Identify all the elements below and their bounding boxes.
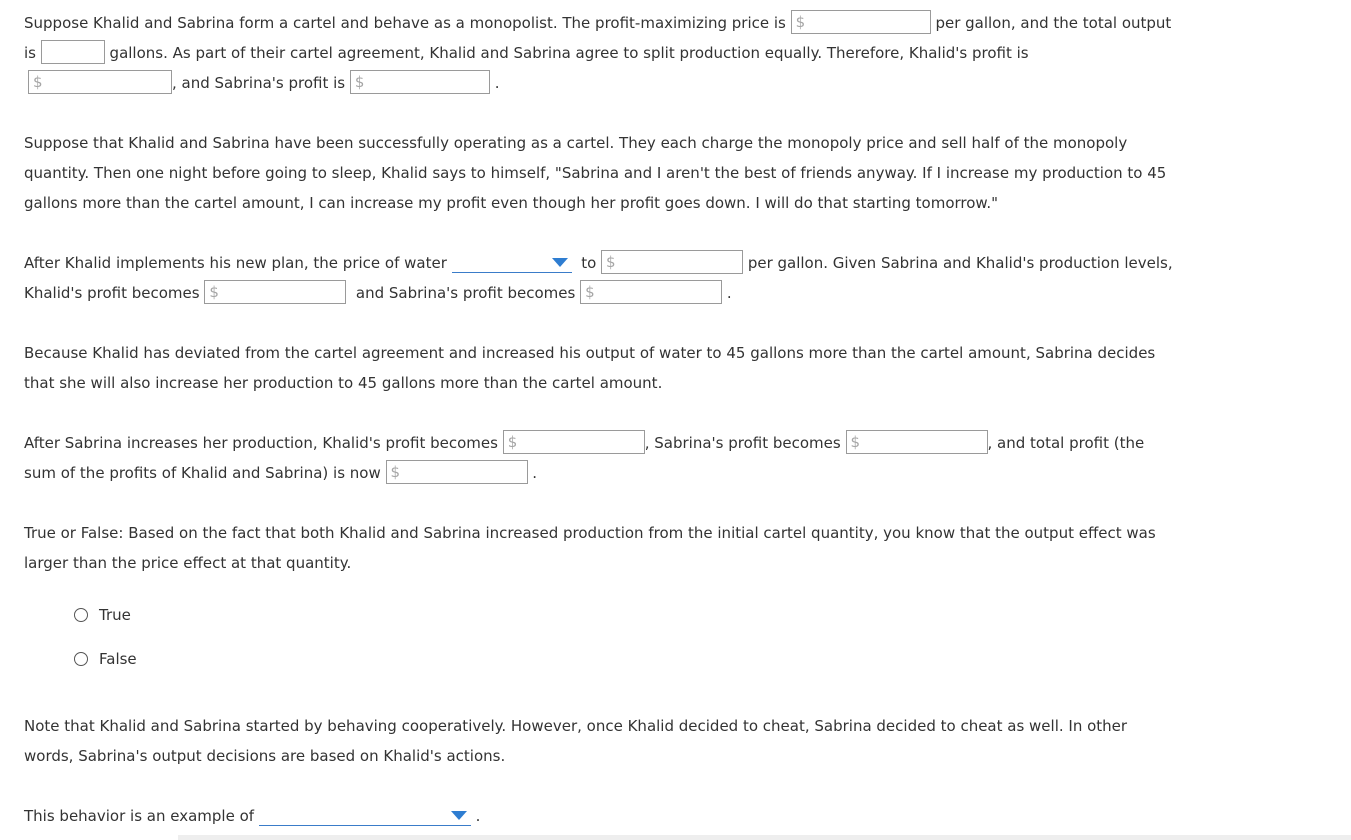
text: Suppose Khalid and Sabrina form a cartel and behave as a monopolist. The profit-maximizing price is xyxy=(24,14,786,32)
sabrina-profit-both-field[interactable] xyxy=(863,432,981,452)
new-price-field[interactable] xyxy=(618,252,736,272)
radio-label-false: False xyxy=(99,650,137,668)
currency-symbol: $ xyxy=(33,73,43,91)
dropdown-arrow-icon xyxy=(552,258,568,267)
text: This behavior is an example of xyxy=(24,807,255,825)
monopoly-price-field[interactable] xyxy=(808,12,924,32)
text: . xyxy=(726,284,732,302)
question-paragraph-3 xyxy=(24,428,1174,488)
text: and Sabrina's profit becomes xyxy=(355,284,576,302)
monopoly-price-input[interactable] xyxy=(791,10,931,34)
radio-button-icon[interactable] xyxy=(74,608,88,622)
radio-label-true: True xyxy=(99,606,131,624)
currency-symbol: $ xyxy=(795,13,806,31)
khalid-profit-both-input[interactable] xyxy=(503,430,645,454)
text: . xyxy=(475,807,481,825)
question-paragraph-4 xyxy=(24,801,1174,831)
text: , and Sabrina's profit is xyxy=(172,74,346,92)
note-paragraph: Note that Khalid and Sabrina started by behaving cooperatively. However, once Khalid decided to cheat, Sabrina decided to cheat as well. In other words, Sabrina's output decisions are based on Khalid's actions. xyxy=(24,717,1128,765)
behavior-type-dropdown[interactable] xyxy=(259,803,471,826)
currency-symbol: $ xyxy=(507,433,518,451)
sabrina-profit-cartel-input[interactable] xyxy=(350,70,490,94)
currency-symbol: $ xyxy=(850,433,861,451)
text: to xyxy=(581,254,597,272)
text: After Sabrina increases her production, Khalid's profit becomes xyxy=(24,434,498,452)
text: per gallon. Given Sabrina and Khalid's production levels, Khalid's profit becomes xyxy=(24,254,1173,302)
radio-option-false[interactable] xyxy=(74,648,137,670)
text: , and total profit (the sum of the profits of Khalid and Sabrina) is now xyxy=(24,434,1145,482)
khalid-profit-both-field[interactable] xyxy=(520,432,638,452)
sabrina-profit-both-input[interactable] xyxy=(846,430,988,454)
khalid-profit-cartel-field[interactable] xyxy=(45,72,165,92)
true-false-question: True or False: Based on the fact that both Khalid and Sabrina increased production from the initial cartel quantity, you know that the output effect was larger than the price effect at that quantity. xyxy=(24,524,1156,572)
currency-symbol: $ xyxy=(209,283,219,301)
currency-symbol: $ xyxy=(606,253,616,271)
currency-symbol: $ xyxy=(585,283,595,301)
text: . xyxy=(494,74,500,92)
dropdown-arrow-icon xyxy=(451,811,467,820)
radio-button-icon[interactable] xyxy=(74,652,88,666)
deviation-paragraph: Because Khalid has deviated from the cartel agreement and increased his output of water to 45 gallons more than the cartel amount, Sabrina decides that she will also increase her production to 45 gallons more than the cartel amount. xyxy=(24,344,1156,392)
sabrina-profit-deviate-field[interactable] xyxy=(597,282,715,302)
text: per gallon, and the total output is xyxy=(24,14,1172,62)
total-output-field[interactable] xyxy=(45,42,101,62)
radio-option-true[interactable] xyxy=(74,604,131,626)
currency-symbol: $ xyxy=(390,463,401,481)
text: gallons. As part of their cartel agreement, Khalid and Sabrina agree to split production equally. Therefore, Khalid's profit is xyxy=(109,44,1029,62)
sabrina-profit-cartel-field[interactable] xyxy=(367,72,483,92)
khalid-profit-cartel-input[interactable] xyxy=(28,70,172,94)
scrollbar-thumb[interactable] xyxy=(0,835,178,840)
total-profit-both-field[interactable] xyxy=(403,462,521,482)
text: After Khalid implements his new plan, the price of water xyxy=(24,254,447,272)
currency-symbol: $ xyxy=(354,73,365,91)
horizontal-scrollbar[interactable] xyxy=(0,835,1351,840)
text: , Sabrina's profit becomes xyxy=(644,434,841,452)
question-paragraph-1 xyxy=(24,8,1174,98)
new-price-input[interactable] xyxy=(601,250,743,274)
text: . xyxy=(532,464,538,482)
scenario-paragraph: Suppose that Khalid and Sabrina have been successfully operating as a cartel. They each charge the monopoly price and sell half of the monopoly quantity. Then one night before going to sleep, Khalid says to himself, "Sabrina and I aren't the best of friends anyway. If I increase my production to 45 gallons more than the cartel amount, I can increase my profit even though her profit goes down. I will do that starting tomorrow." xyxy=(24,134,1167,212)
price-change-dropdown[interactable] xyxy=(452,250,572,273)
total-output-input[interactable] xyxy=(41,40,105,64)
total-profit-both-input[interactable] xyxy=(386,460,528,484)
khalid-profit-deviate-field[interactable] xyxy=(221,282,339,302)
khalid-profit-deviate-input[interactable] xyxy=(204,280,346,304)
sabrina-profit-deviate-input[interactable] xyxy=(580,280,722,304)
question-paragraph-2 xyxy=(24,248,1174,308)
